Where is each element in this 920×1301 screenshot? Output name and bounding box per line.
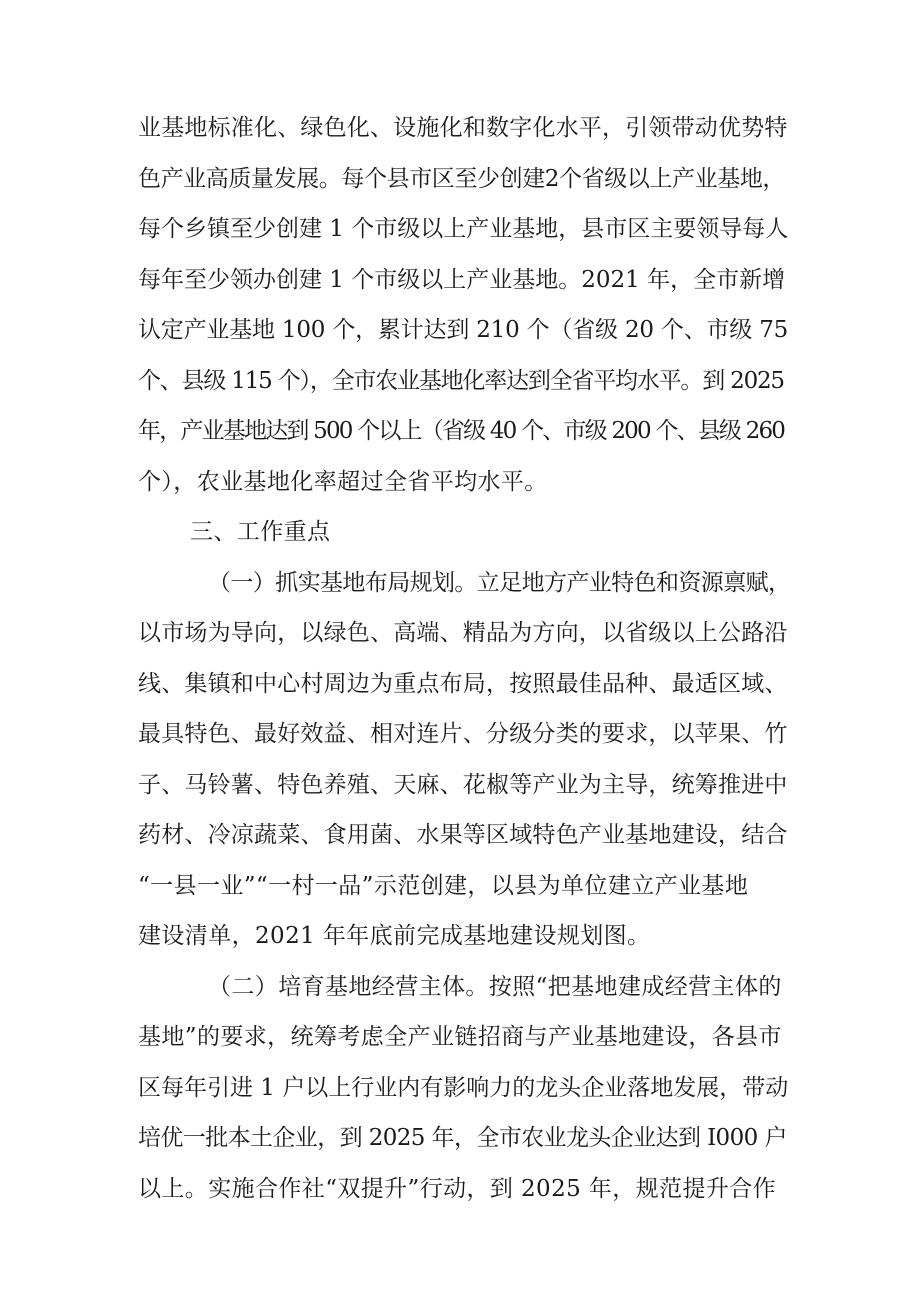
subsection-start-line: （一）抓实基地布局规划。立足地方产业特色和资源禀赋， (208, 569, 791, 596)
subsection-start-line: （二）培育基地经营主体。按照“把基地建成经营主体的 (208, 973, 782, 1000)
section-heading: 三、工作重点 (190, 519, 331, 545)
text-line: 个、县级 115 个），全市农业基地化率达到全省平均水平。到 2025 (138, 367, 784, 394)
text-line: 以市场为导向，以绿色、高端、精品为方向，以省级以上公路沿 (138, 620, 788, 646)
text-line: 线、集镇和中心村周边为重点布局，按照最佳品种、最适区域、 (138, 670, 788, 697)
text-line: 业基地标准化、绿色化、设施化和数字化水平，引领带动优势特 (138, 115, 788, 141)
text-line: 个），农业基地化率超过全省平均水平。 (138, 468, 548, 495)
text-line: 建设清单，2021 年年底前完成基地建设规划图。 (138, 923, 651, 949)
text-line: 年，产业基地达到 500 个以上（省级 40 个、市级 200 个、县级 260 (138, 418, 785, 444)
text-line: 每个乡镇至少创建 1 个市级以上产业基地，县市区主要领导每人 (138, 216, 789, 242)
text-line: 区每年引进 1 户以上行业内有影响力的龙头企业落地发展，带动 (138, 1074, 789, 1101)
text-line: 药材、冷凉蔬菜、食用菌、水果等区域特色产业基地建设，结合 (138, 822, 788, 848)
text-line: 认定产业基地 100 个，累计达到 210 个（省级 20 个、市级 75 (138, 317, 789, 343)
document-page (138, 103, 791, 1214)
text-line: 最具特色、最好效益、相对连片、分级分类的要求，以苹果、竹 (138, 721, 788, 747)
text-line: 以上。实施合作社“双提升”行动，到 2025 年，规范提升合作 (138, 1175, 777, 1202)
text-line: “一县一业”“一村一品”示范创建，以县为单位建立产业基地 (138, 872, 749, 899)
text-line: 子、马铃薯、特色养殖、天麻、花椒等产业为主导，统筹推进中 (138, 771, 788, 798)
text-line: 色产业高质量发展。每个县市区至少创建2个省级以上产业基地， (138, 165, 786, 192)
text-line: 基地”的要求，统筹考虑全产业链招商与产业基地建设，各县市 (138, 1024, 782, 1050)
text-line: 培优一批本土企业，到 2025 年，全市农业龙头企业达到 I000 户 (138, 1125, 787, 1151)
text-line: 每年至少领办创建 1 个市级以上产业基地。2021 年，全市新增 (138, 266, 786, 293)
